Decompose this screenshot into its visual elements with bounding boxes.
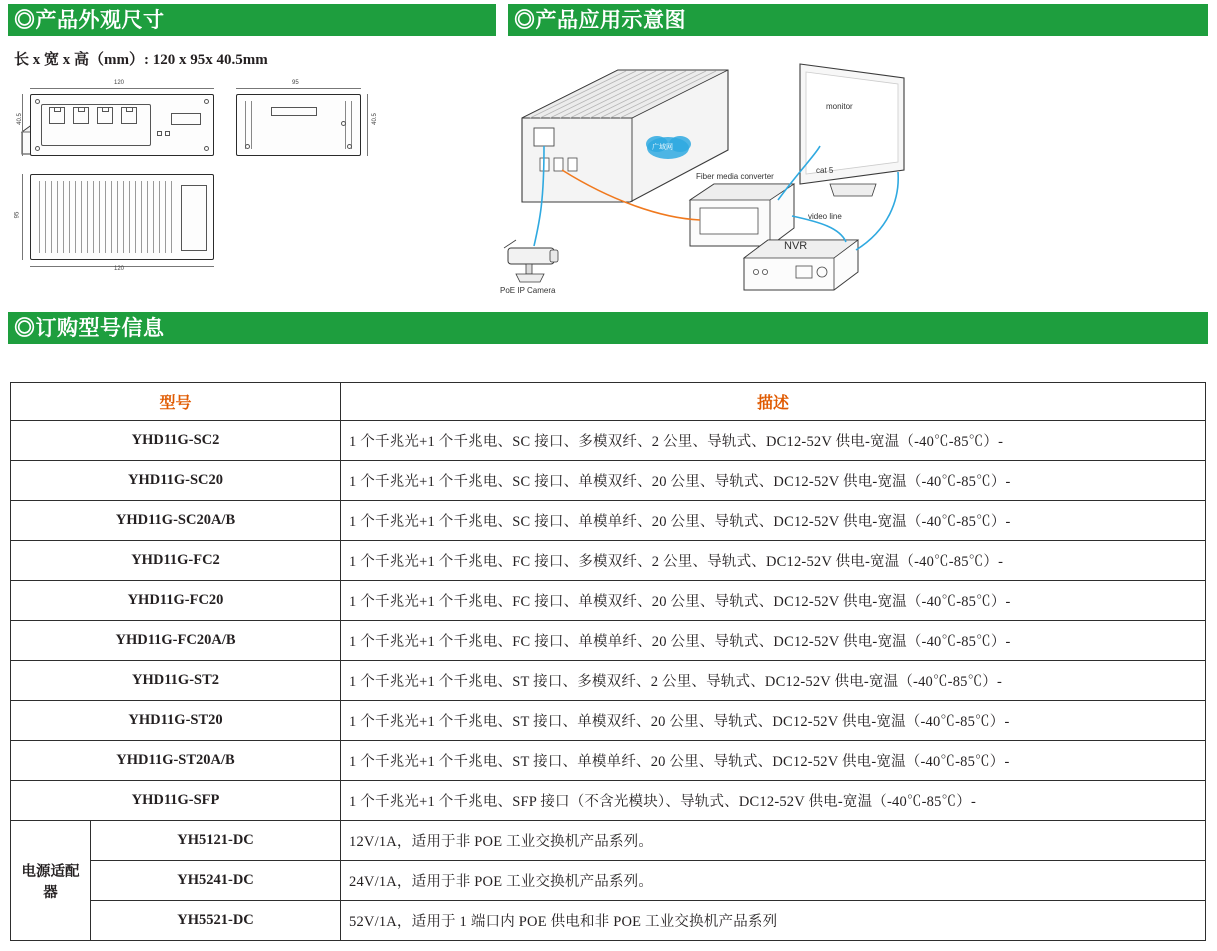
cell-model: YHD11G-FC20A/B [11, 621, 341, 661]
cell-model: YHD11G-SC2 [11, 421, 341, 461]
dimension-line [30, 88, 214, 89]
terminal-strip-outline [271, 107, 317, 116]
led-indicator [165, 131, 170, 136]
cell-description: 1 个千兆光+1 个千兆电、ST 接口、单模单纤、20 公里、导轨式、DC12-52V 供电-宽温（-40℃-85℃）- [341, 741, 1206, 781]
cell-model: YH5241-DC [91, 861, 341, 901]
video-line-label: video line [808, 212, 842, 221]
dimension-line [22, 174, 23, 260]
screw-icon [347, 144, 352, 149]
table-row-adapter [11, 821, 1206, 861]
dimension-line [22, 94, 23, 156]
cell-description: 1 个千兆光+1 个千兆电、SC 接口、多模双纤、2 公里、导轨式、DC12-52V 供电-宽温（-40℃-85℃）- [341, 421, 1206, 461]
ordering-info-table [10, 382, 1206, 941]
table-row-adapter [11, 861, 1206, 901]
cell-model: YHD11G-SFP [11, 781, 341, 821]
dimension-label-side-height: 40.5 [371, 113, 378, 125]
application-diagram-svg [500, 50, 1210, 300]
table-row [11, 741, 1206, 781]
cell-model: YHD11G-SC20 [11, 461, 341, 501]
cell-model: YH5521-DC [91, 901, 341, 941]
poe-ip-camera-label: PoE IP Camera [500, 286, 556, 295]
screw-icon [341, 121, 346, 126]
screw-icon [204, 146, 209, 151]
cell-description: 1 个千兆光+1 个千兆电、ST 接口、单模双纤、20 公里、导轨式、DC12-52V 供电-宽温（-40℃-85℃）- [341, 701, 1206, 741]
cell-model: YHD11G-ST20A/B [11, 741, 341, 781]
table-row [11, 781, 1206, 821]
cell-model: YHD11G-ST2 [11, 661, 341, 701]
fiber-media-converter-label: Fiber media converter [696, 172, 774, 181]
table-row [11, 461, 1206, 501]
cell-description: 1 个千兆光+1 个千兆电、SFP 接口（不含光模块）、导轨式、DC12-52V 供电-宽温（-40℃-85℃）- [341, 781, 1206, 821]
screw-icon [204, 99, 209, 104]
cell-model: YHD11G-SC20A/B [11, 501, 341, 541]
table-body [11, 421, 1206, 941]
cell-model: YH5121-DC [91, 821, 341, 861]
cell-description: 1 个千兆光+1 个千兆电、FC 接口、单模单纤、20 公里、导轨式、DC12-52V 供电-宽温（-40℃-85℃）- [341, 621, 1206, 661]
cell-model: YHD11G-FC20 [11, 581, 341, 621]
table-row [11, 581, 1206, 621]
dimension-label-front-width: 120 [114, 80, 125, 86]
table-header-row [11, 383, 1206, 421]
cell-description: 24V/1A，适用于非 POE 工业交换机产品系列。 [341, 861, 1206, 901]
table-row-adapter [11, 901, 1206, 941]
table-row [11, 541, 1206, 581]
cell-description: 1 个千兆光+1 个千兆电、SC 接口、单模单纤、20 公里、导轨式、DC12-52V 供电-宽温（-40℃-85℃）- [341, 501, 1206, 541]
table-row [11, 661, 1206, 701]
rj45-port-icon [121, 107, 137, 124]
screw-icon [35, 99, 40, 104]
cell-description: 52V/1A，适用于 1 端口内 POE 供电和非 POE 工业交换机产品系列 [341, 901, 1206, 941]
dimension-line [236, 88, 361, 89]
top-view-drawing [30, 174, 214, 260]
dimension-label-top-height: 95 [14, 211, 21, 219]
dimension-label-top-width: 120 [114, 266, 125, 272]
cat5-label: cat 5 [816, 166, 834, 175]
application-topology-diagram [500, 50, 1210, 300]
cell-model: YHD11G-FC2 [11, 541, 341, 581]
cell-description: 1 个千兆光+1 个千兆电、ST 接口、多模双纤、2 公里、导轨式、DC12-52V 供电-宽温（-40℃-85℃）- [341, 661, 1206, 701]
dimension-line [367, 94, 368, 156]
monitor-label: monitor [826, 102, 853, 111]
dimensions-subtitle: 长 x 宽 x 高（mm）: 120 x 95x 40.5mm [14, 52, 268, 68]
table-row [11, 501, 1206, 541]
terminal-block-outline [171, 113, 201, 125]
screw-icon [35, 146, 40, 151]
cell-description: 12V/1A，适用于非 POE 工业交换机产品系列。 [341, 821, 1206, 861]
screw-icon [245, 144, 250, 149]
section-header-dimensions: ◎产品外观尺寸 [8, 4, 496, 36]
table-row [11, 701, 1206, 741]
table-row [11, 421, 1206, 461]
mounting-bracket-outline [181, 185, 207, 251]
rj45-port-icon [73, 107, 89, 124]
section-header-application: ◎产品应用示意图 [508, 4, 1208, 36]
column-header-model: 型号 [11, 383, 341, 421]
section-header-order-info: ◎订购型号信息 [8, 312, 1208, 344]
dimension-label-side-width: 95 [292, 80, 299, 86]
nvr-label: NVR [784, 240, 808, 252]
cell-description: 1 个千兆光+1 个千兆电、FC 接口、多模双纤、2 公里、导轨式、DC12-52V 供电-宽温（-40℃-85℃）- [341, 541, 1206, 581]
side-view-drawing [236, 94, 361, 156]
cloud-label: 广域网 [652, 144, 673, 151]
front-view-drawing [30, 94, 214, 156]
led-indicator [157, 131, 162, 136]
cell-description: 1 个千兆光+1 个千兆电、FC 接口、单模双纤、20 公里、导轨式、DC12-52V 供电-宽温（-40℃-85℃）- [341, 581, 1206, 621]
column-header-description: 描述 [341, 383, 1206, 421]
dimension-label-front-height: 40.5 [16, 113, 23, 125]
adapter-group-label: 电源适配器 [11, 821, 91, 941]
table-row [11, 621, 1206, 661]
rj45-port-icon [49, 107, 65, 124]
rj45-port-icon [97, 107, 113, 124]
product-dimension-drawings [14, 80, 494, 275]
cell-model: YHD11G-ST20 [11, 701, 341, 741]
cell-description: 1 个千兆光+1 个千兆电、SC 接口、单模双纤、20 公里、导轨式、DC12-52V 供电-宽温（-40℃-85℃）- [341, 461, 1206, 501]
